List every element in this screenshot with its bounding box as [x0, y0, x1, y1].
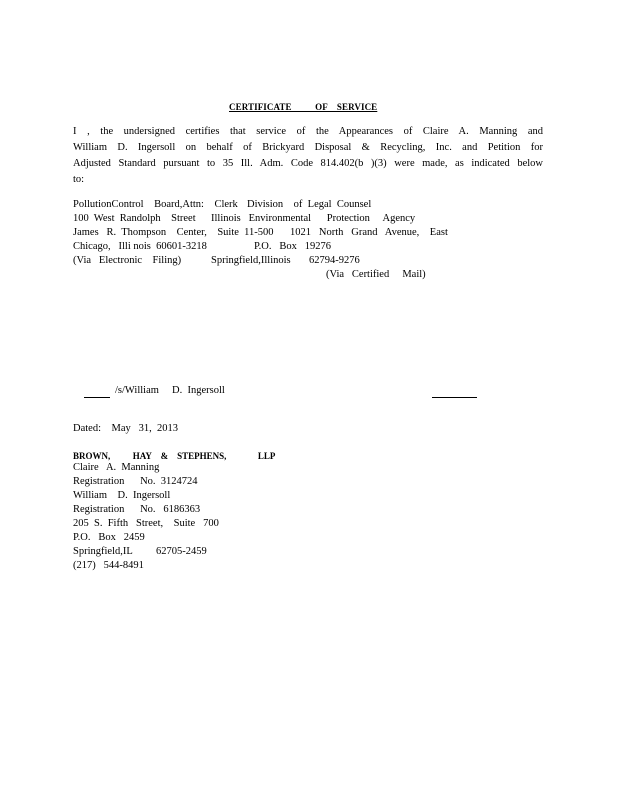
service-left-line: James R. Thompson Center, Suite 11-500: [73, 227, 274, 238]
service-right-line: 1021 North Grand Avenue, East: [290, 227, 448, 238]
service-left-line: 100 West Randolph Street: [73, 213, 196, 224]
service-right-line: Division of Legal Counsel: [247, 199, 372, 210]
body-line: to:: [73, 174, 85, 185]
firm-line: (217) 544-8491: [73, 560, 144, 571]
firm-line: Claire A. Manning: [73, 462, 160, 473]
firm-line: 205 S. Fifth Street, Suite 700: [73, 518, 219, 529]
certificate-title: CERTIFICATE OF SERVICE: [229, 102, 378, 112]
service-left-line: (Via Electronic Filing): [73, 255, 182, 266]
service-left-line: Chicago, Illi nois 60601-3218: [73, 241, 207, 252]
dated-line: Dated: May 31, 2013: [73, 423, 178, 434]
firm-line: Registration No. 3124724: [73, 476, 198, 487]
service-right-line: Springfield,Illinois 62794-9276: [211, 255, 360, 266]
body-line: William D. Ingersoll on behalf of Brickyard Disposal & Recycling, Inc. and Petition for: [73, 142, 543, 153]
body-line: Adjusted Standard pursuant to 35 Ill. Adm. Code 814.402(b )(3) were made, as indicated below: [73, 158, 543, 169]
service-right-line: P.O. Box 19276: [254, 241, 332, 252]
firm-line: Registration No. 6186363: [73, 504, 201, 515]
firm-line: Springfield,IL 62705-2459: [73, 546, 207, 557]
firm-name: BROWN, HAY & STEPHENS, LLP: [73, 451, 276, 461]
body-line: I , the undersigned certifies that service of the Appearances of Claire A. Manning and: [73, 126, 543, 137]
signature-line-left: [84, 397, 110, 398]
service-right-line: (Via Certified Mail): [326, 269, 426, 280]
service-right-line: Illinois Environmental Protection Agency: [211, 213, 416, 224]
firm-line: William D. Ingersoll: [73, 490, 171, 501]
service-left-line: PollutionControl Board,Attn: Clerk: [73, 199, 238, 210]
firm-line: P.O. Box 2459: [73, 532, 145, 543]
signature-text: /s/William D. Ingersoll: [115, 385, 225, 396]
certificate-body: [73, 124, 543, 188]
signature-line-right: [432, 397, 477, 398]
